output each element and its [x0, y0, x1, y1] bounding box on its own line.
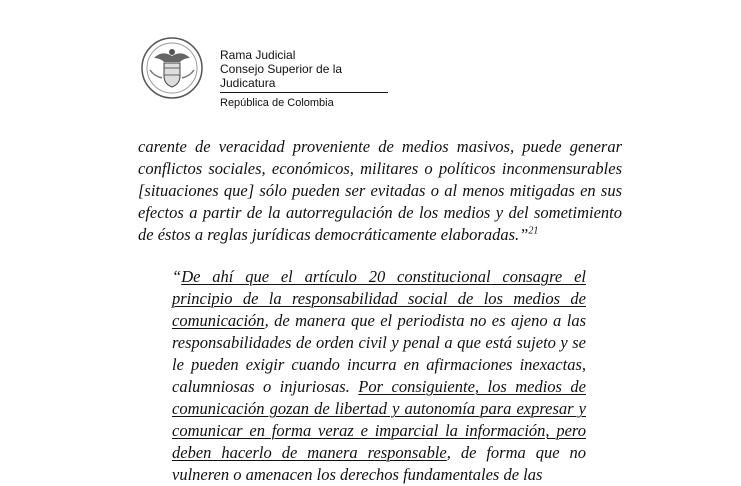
block-quote — [172, 266, 586, 486]
letterhead — [140, 32, 400, 109]
organization-block — [220, 48, 400, 110]
quote-open-mark: “ — [172, 267, 182, 286]
footnote-reference: 21 — [528, 225, 539, 237]
org-name-line2: Consejo Superior de la Judicatura — [220, 62, 343, 90]
country-name: República de Colombia — [220, 97, 334, 109]
underlined-passage-2: Por consiguiente, los medios de comunicación gozan de libertad y autonomía para expresar y comunicar en forma veraz e imparcial la información, pero deben hacerlo de manera responsable — [172, 377, 586, 462]
quote-text-1: , de manera que el periodista no es ajeno a las responsabilidades de orden civil y penal a que está sujeto y se le pueden exigir cuando incurra en afirmaciones inexactas, calumniosas o injuriosas. — [172, 311, 586, 396]
underlined-passage-1: De ahí que el artículo 20 constitucional consagre el principio de la responsabilidad social de los medios de comunicación — [172, 267, 586, 330]
quote-text-2: , de forma que no vulneren o amenacen los derechos fundamentales de las — [172, 443, 586, 484]
body-paragraph — [138, 136, 622, 246]
org-name-line1: Rama Judicial — [220, 48, 296, 62]
paragraph-text: carente de veracidad proveniente de medios masivos, puede generar conflictos sociales, económicos, militares o políticos inconmensurables [situaciones que] sólo pueden ser evitadas o al menos mitigadas en sus efectos a partir de la autorregulación de los medios y del sometimiento de éstos a reglas jurídicas democráticamente elaboradas.” — [138, 137, 622, 244]
colombia-coat-of-arms-seal-icon — [140, 36, 204, 100]
header-divider — [220, 92, 388, 93]
